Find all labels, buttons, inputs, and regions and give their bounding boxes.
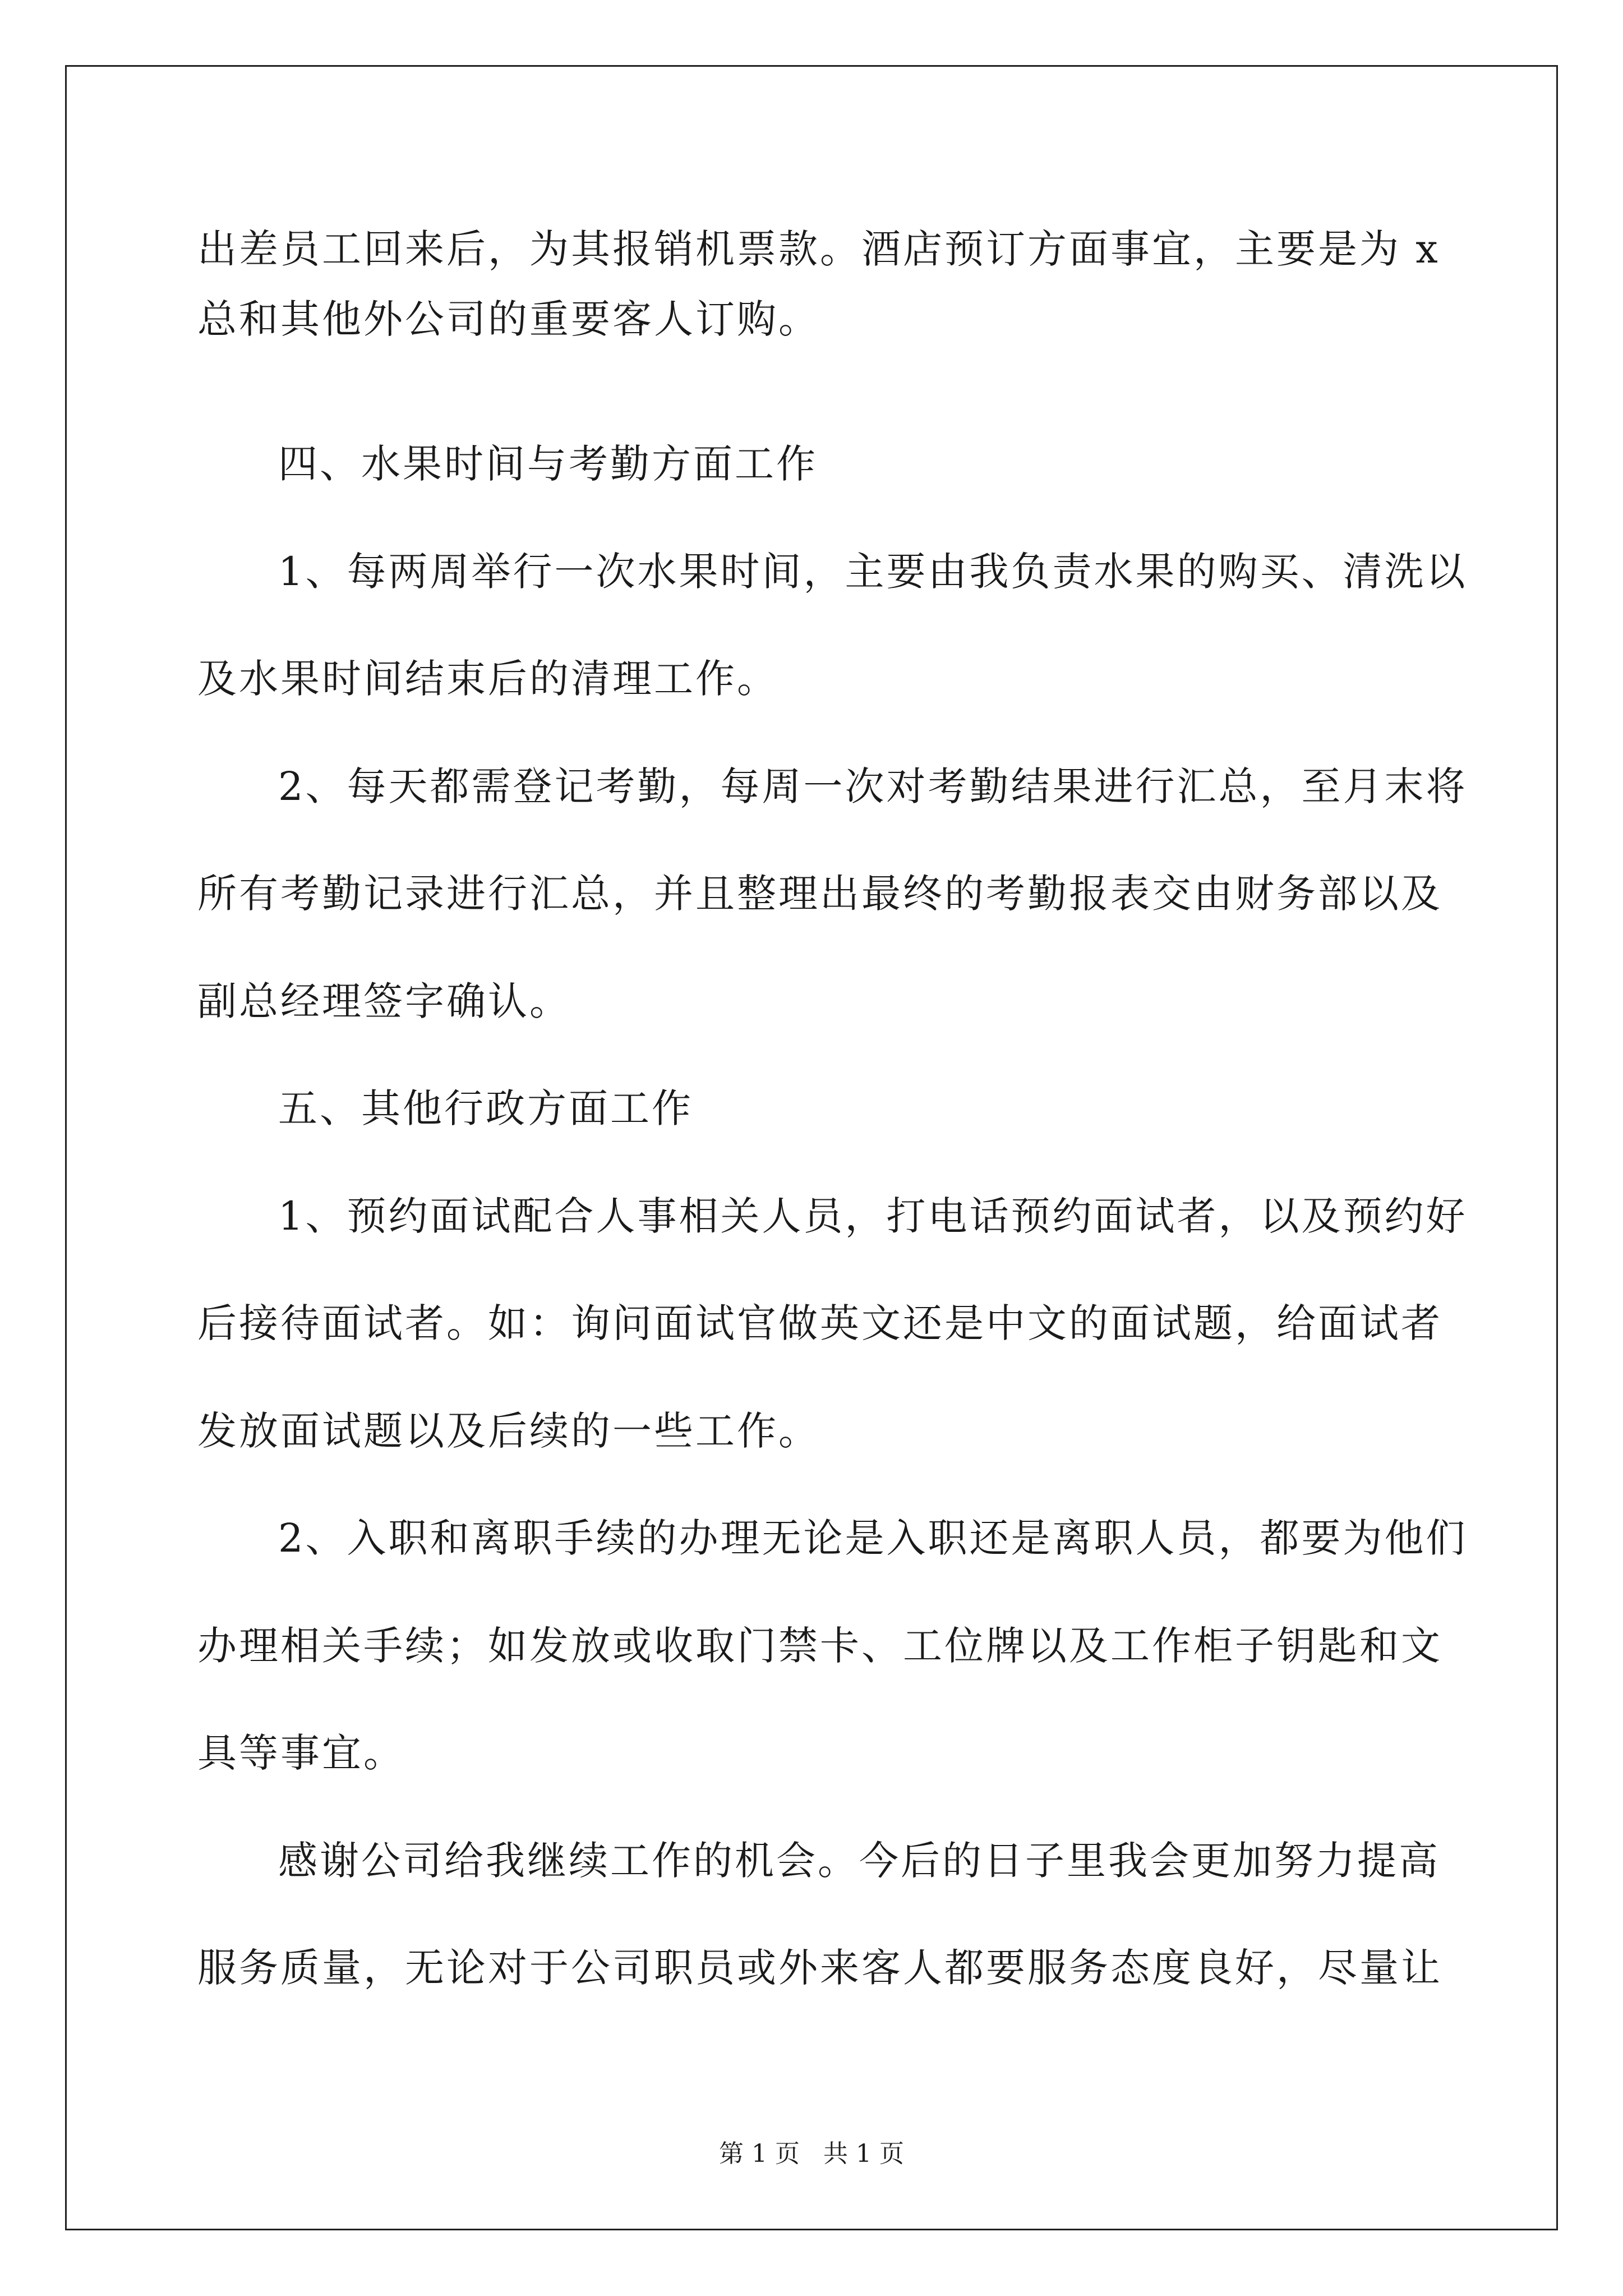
- paragraph-line: 发放面试题以及后续的一些工作。: [197, 1408, 820, 1454]
- paragraph-line: 感谢公司给我继续工作的机会。今后的日子里我会更加努力提高: [278, 1838, 1440, 1884]
- paragraph-line: 2、每天都需登记考勤，每周一次对考勤结果进行汇总，至月末将: [278, 763, 1468, 809]
- page-footer: 第 1 页 共 1 页: [719, 2139, 904, 2168]
- section-heading: 五、其他行政方面工作: [278, 1085, 693, 1131]
- paragraph-line: 总和其他外公司的重要客人订购。: [197, 296, 820, 342]
- paragraph-line: 2、入职和离职手续的办理无论是入职还是离职人员，都要为他们: [278, 1515, 1468, 1561]
- page-border: [65, 65, 1558, 2230]
- section-heading: 四、水果时间与考勤方面工作: [278, 441, 818, 487]
- paragraph-line: 1、预约面试配合人事相关人员，打电话预约面试者，以及预约好: [278, 1193, 1468, 1239]
- paragraph-line: 及水果时间结束后的清理工作。: [197, 656, 778, 702]
- paragraph-line: 服务质量，无论对于公司职员或外来客人都要服务态度良好，尽量让: [197, 1945, 1442, 1991]
- paragraph-line: 所有考勤记录进行汇总，并且整理出最终的考勤报表交由财务部以及: [197, 871, 1442, 917]
- paragraph-line: 出差员工回来后，为其报销机票款。酒店预订方面事宜，主要是为 x: [197, 226, 1440, 272]
- paragraph-line: 后接待面试者。如：询问面试官做英文还是中文的面试题，给面试者: [197, 1300, 1442, 1346]
- paragraph-line: 办理相关手续；如发放或收取门禁卡、工位牌以及工作柜子钥匙和文: [197, 1623, 1442, 1669]
- paragraph-line: 具等事宜。: [197, 1730, 405, 1776]
- paragraph-line: 副总经理签字确认。: [197, 978, 571, 1024]
- paragraph-line: 1、每两周举行一次水果时间，主要由我负责水果的购买、清洗以: [278, 549, 1468, 595]
